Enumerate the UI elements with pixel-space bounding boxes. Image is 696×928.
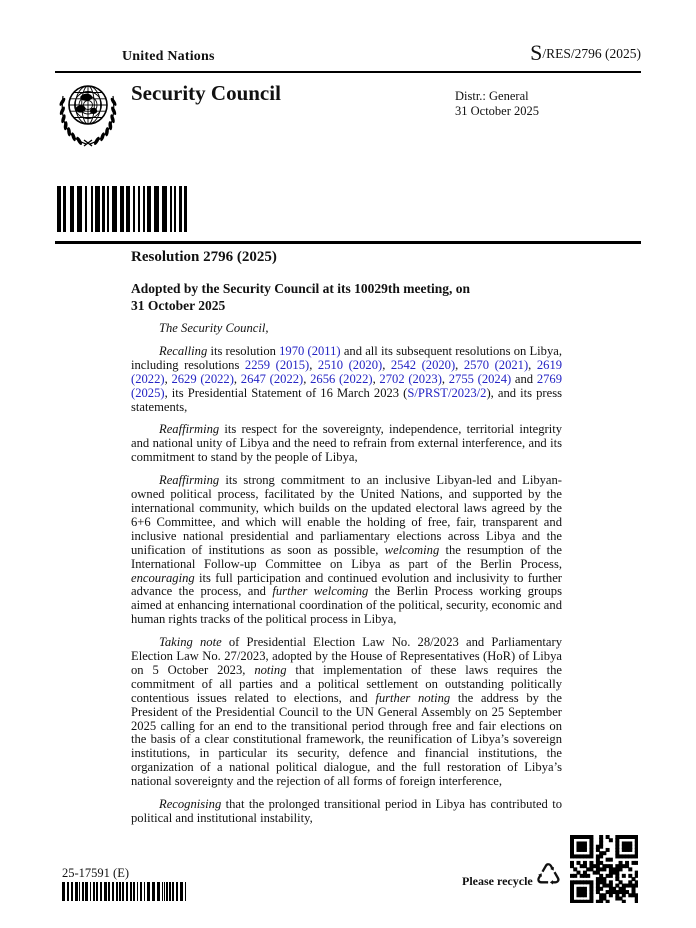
section-rule xyxy=(55,241,641,244)
text-run: and all its subsequent resolutions on Libya, including resolutions xyxy=(131,343,563,372)
text-run: that implementation of these laws requires the commitment of all parties and a political settlement on outstanding politically contentious issues related to elections, and xyxy=(131,662,562,705)
text-run: encouraging xyxy=(131,570,195,585)
preambular-paragraph xyxy=(131,636,562,789)
text-run: welcoming xyxy=(384,542,440,557)
recycle-icon: ♺ xyxy=(535,859,562,892)
document-link[interactable]: 2702 (2023) xyxy=(379,371,442,386)
text-run: the resumption of the International Follow-up Committee on Libya as part of the Berlin Process, xyxy=(131,542,562,571)
barcode-top-icon xyxy=(57,186,187,232)
document-link[interactable]: 2259 (2015) xyxy=(244,357,310,372)
text-run: its respect for the sovereignty, independence, territorial integrity and national unity of Libya and the need to refrain from external interference, and its commitment to stand by the people of Libya, xyxy=(131,422,562,465)
document-link[interactable]: 2629 (2022) xyxy=(171,371,234,386)
resolution-title: Resolution 2796 (2025) xyxy=(131,249,277,265)
text-run: of Presidential Election Law No. 28/2023 and Parliamentary Election Law No. 27/2023, adopted by the House of Representatives (HoR) of Libya on 5 October 2023, xyxy=(131,635,562,677)
text-run: Taking note xyxy=(159,635,222,650)
document-link[interactable]: 2647 (2022) xyxy=(240,371,304,386)
text-run: , xyxy=(303,371,311,386)
text-run: further welcoming xyxy=(272,584,369,599)
job-number: 25-17591 (E) xyxy=(62,866,129,880)
document-link[interactable]: 2769 (2025) xyxy=(131,371,562,400)
preambular-paragraph xyxy=(131,474,562,627)
preambular-paragraph xyxy=(131,345,562,415)
preambular-paragraph xyxy=(131,322,562,336)
text-run: , xyxy=(441,371,449,386)
org-name: United Nations xyxy=(122,49,215,64)
text-run: the Berlin Process working groups aimed at enhancing international coordination of the political, security, economic and human rights tracks of the political process in Libya, xyxy=(131,584,562,627)
document-symbol-letter: S xyxy=(530,40,543,65)
text-run: , xyxy=(233,371,241,386)
text-run: , xyxy=(455,357,464,372)
text-run: and xyxy=(511,371,537,386)
text-run: Reaffirming xyxy=(159,473,220,488)
un-emblem-icon xyxy=(56,78,120,148)
barcode-bottom-icon xyxy=(62,882,186,901)
text-run: ), and its press statements, xyxy=(131,385,562,414)
text-run: , xyxy=(309,357,318,372)
distribution-block xyxy=(455,89,539,119)
adopted-heading xyxy=(131,280,571,314)
text-run: that the prolonged transitional period in Libya has contributed to political and institutional instability, xyxy=(131,797,562,825)
distr-date: 31 October 2025 xyxy=(455,104,540,118)
text-run: , xyxy=(164,371,172,386)
text-run: the address by the President of the Presidential Council to the UN General Assembly on 25 September 2025 calling for an end to the transitional period through free and fair elections on the basis of a clear constitutional framework, the reunification of Libya’s sovereign institutions, in particular its security, defence and financial institutions, the organization of a national political dialogue, and the full restoration of Libya’s national sovereignty and the rejection of all forms of foreign interference, xyxy=(131,690,562,789)
document-link[interactable]: 2570 (2021) xyxy=(463,357,529,372)
document-link[interactable]: 2542 (2020) xyxy=(390,357,456,372)
text-run: further noting xyxy=(375,690,451,705)
preambular-paragraph xyxy=(131,423,562,465)
adopted-line2: 31 October 2025 xyxy=(131,298,226,313)
document-link[interactable]: 2656 (2022) xyxy=(310,371,373,386)
adopted-line1: Adopted by the Security Council at its 10029th meeting, on xyxy=(131,281,471,296)
text-run: its resolution xyxy=(207,343,280,358)
distr-line: Distr.: General xyxy=(455,89,529,103)
document-link[interactable]: S/PRST/2023/2 xyxy=(407,385,487,400)
header-rule xyxy=(55,71,641,73)
text-run: Recognising xyxy=(159,797,222,812)
recycle-label: Please recycle xyxy=(462,874,533,888)
text-run: its full participation and continued evolution and inclusivity to further advance the process, and xyxy=(131,570,562,599)
text-run: Recalling xyxy=(159,343,208,358)
document-link[interactable]: 2755 (2024) xyxy=(448,371,512,386)
text-run: noting xyxy=(254,662,287,677)
document-link[interactable]: 1970 (2011) xyxy=(279,343,341,358)
document-symbol xyxy=(530,42,641,64)
qr-code-icon xyxy=(570,835,638,903)
text-run: Reaffirming xyxy=(159,422,220,437)
organ-name: Security Council xyxy=(131,81,281,105)
text-run: , its Presidential Statement of 16 March 2023 ( xyxy=(164,385,408,400)
document-symbol-rest: /RES/2796 (2025) xyxy=(542,46,641,61)
text-run: , xyxy=(382,357,391,372)
text-run: , xyxy=(528,357,537,372)
resolution-body xyxy=(131,322,562,835)
document-link[interactable]: 2510 (2020) xyxy=(317,357,383,372)
text-run: The Security Council, xyxy=(159,321,269,335)
document-link[interactable]: 2619 (2022) xyxy=(131,357,563,386)
text-run: its strong commitment to an inclusive Libyan-led and Libyan-owned political process, facilitated by the United Nations, and supported by the international community, which builds on the updated electoral laws agreed by the 6+6 Committee, and which will enable the holding of free, fair, transparent and inclusive national presidential and parliamentary elections across Libya and the unification of institutions as soon as possible, xyxy=(131,473,562,557)
text-run: , xyxy=(372,371,380,386)
preambular-paragraph xyxy=(131,798,562,826)
